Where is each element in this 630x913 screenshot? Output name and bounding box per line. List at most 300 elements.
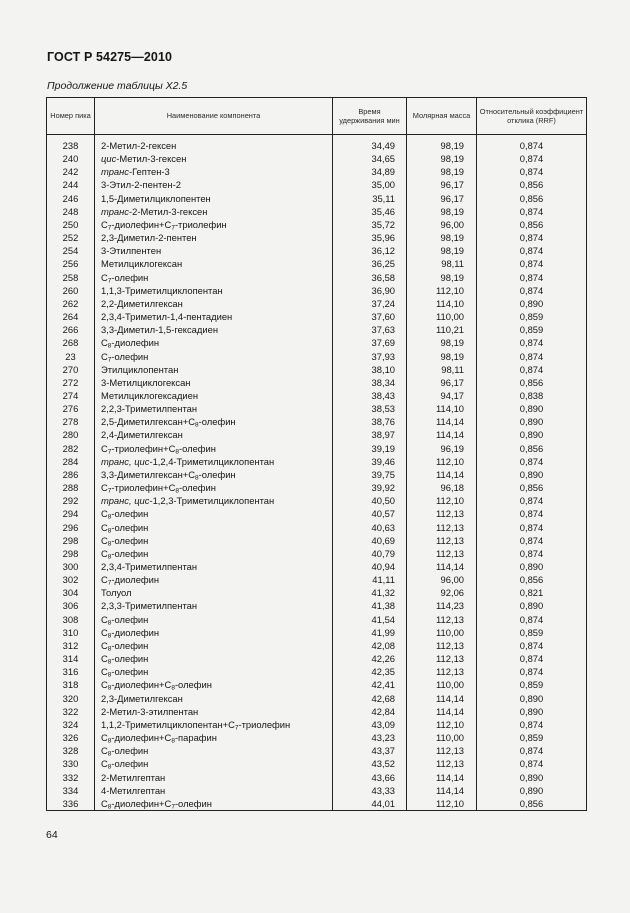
retention-time-cell: 42,68	[333, 692, 407, 705]
molar-mass-cell: 98,11	[407, 363, 477, 376]
peak-number-cell: 332	[47, 771, 95, 784]
component-name-cell: 2,2,3-Триметилпентан	[95, 402, 333, 415]
table-row	[47, 139, 587, 152]
peak-number-cell: 310	[47, 626, 95, 639]
component-name-cell: транс, цис-1,2,3-Триметилциклопентан	[95, 494, 333, 507]
table-row	[47, 350, 587, 363]
table-row	[47, 705, 587, 718]
table-body	[47, 135, 587, 811]
table-row	[47, 771, 587, 784]
peak-number-cell: 294	[47, 507, 95, 520]
retention-time-cell: 40,79	[333, 547, 407, 560]
rrf-cell: 0,874	[477, 205, 587, 218]
peak-number-cell: 296	[47, 521, 95, 534]
molar-mass-cell: 96,17	[407, 178, 477, 191]
molar-mass-cell: 114,14	[407, 415, 477, 428]
molar-mass-cell: 112,13	[407, 744, 477, 757]
peak-number-cell: 248	[47, 205, 95, 218]
page-number: 64	[46, 829, 58, 841]
retention-time-cell: 39,92	[333, 481, 407, 494]
component-name-cell: $C_7$-олефин	[95, 271, 333, 284]
molar-mass-cell: 92,06	[407, 586, 477, 599]
retention-time-cell: 40,63	[333, 521, 407, 534]
component-name-cell: 2,3,4-Триметилпентан	[95, 560, 333, 573]
peak-number-cell: 314	[47, 652, 95, 665]
table-row	[47, 323, 587, 336]
molar-mass-cell: 110,00	[407, 731, 477, 744]
retention-time-cell: 35,11	[333, 192, 407, 205]
peak-number-cell: 298	[47, 547, 95, 560]
table-row	[47, 205, 587, 218]
peak-number-cell: 266	[47, 323, 95, 336]
molar-mass-cell: 110,00	[407, 310, 477, 323]
retention-time-cell: 39,19	[333, 442, 407, 455]
retention-time-cell: 42,26	[333, 652, 407, 665]
document-header: ГОСТ Р 54275—2010	[47, 50, 173, 64]
molar-mass-cell: 112,13	[407, 521, 477, 534]
component-name-cell: 2,3,3-Триметилпентан	[95, 599, 333, 612]
molar-mass-cell: 112,13	[407, 665, 477, 678]
col-header-component-name: Наименование компонента	[95, 98, 333, 135]
retention-time-cell: 43,09	[333, 718, 407, 731]
table-row	[47, 626, 587, 639]
rrf-cell: 0,890	[477, 784, 587, 797]
rrf-cell: 0,856	[477, 178, 587, 191]
peak-number-cell: 244	[47, 178, 95, 191]
retention-time-cell: 38,76	[333, 415, 407, 428]
molar-mass-cell: 114,14	[407, 705, 477, 718]
component-name-cell: 2-Метилгептан	[95, 771, 333, 784]
retention-time-cell: 36,90	[333, 284, 407, 297]
rrf-cell: 0,874	[477, 284, 587, 297]
component-name-cell: $C_8$-олефин	[95, 744, 333, 757]
molar-mass-cell: 96,00	[407, 573, 477, 586]
rrf-cell: 0,874	[477, 521, 587, 534]
table-row	[47, 692, 587, 705]
table-row	[47, 284, 587, 297]
table-row	[47, 507, 587, 520]
component-name-cell: $1,1,2-Триметилциклопентан+C_7$-триолефин	[95, 718, 333, 731]
table-row	[47, 389, 587, 402]
rrf-cell: 0,874	[477, 152, 587, 165]
retention-time-cell: 35,46	[333, 205, 407, 218]
rrf-cell: 0,856	[477, 797, 587, 811]
peak-number-cell: 270	[47, 363, 95, 376]
rrf-cell: 0,874	[477, 336, 587, 349]
retention-time-cell: 37,63	[333, 323, 407, 336]
molar-mass-cell: 112,10	[407, 455, 477, 468]
table-row	[47, 428, 587, 441]
molar-mass-cell: 110,00	[407, 678, 477, 691]
table-row	[47, 231, 587, 244]
retention-time-cell: 42,41	[333, 678, 407, 691]
molar-mass-cell: 114,14	[407, 468, 477, 481]
table-row	[47, 731, 587, 744]
molar-mass-cell: 96,18	[407, 481, 477, 494]
retention-time-cell: 37,93	[333, 350, 407, 363]
component-name-cell: 4-Метилгептан	[95, 784, 333, 797]
retention-time-cell: 36,12	[333, 244, 407, 257]
table-row	[47, 718, 587, 731]
peak-number-cell: 240	[47, 152, 95, 165]
peak-number-cell: 238	[47, 139, 95, 152]
components-table	[46, 97, 587, 811]
table-row	[47, 165, 587, 178]
table-row	[47, 244, 587, 257]
peak-number-cell: 334	[47, 784, 95, 797]
retention-time-cell: 42,08	[333, 639, 407, 652]
rrf-cell: 0,856	[477, 481, 587, 494]
rrf-cell: 0,859	[477, 626, 587, 639]
molar-mass-cell: 112,13	[407, 613, 477, 626]
component-name-cell: транс-2-Метил-3-гексен	[95, 205, 333, 218]
rrf-cell: 0,856	[477, 192, 587, 205]
molar-mass-cell: 96,00	[407, 218, 477, 231]
table-row	[47, 271, 587, 284]
table-row	[47, 218, 587, 231]
component-name-cell: 2,4-Диметилгексан	[95, 428, 333, 441]
molar-mass-cell: 114,14	[407, 771, 477, 784]
retention-time-cell: 37,24	[333, 297, 407, 310]
component-name-cell: $C_8$-олефин	[95, 652, 333, 665]
retention-time-cell: 44,01	[333, 797, 407, 811]
component-name-cell: 2,2-Диметилгексан	[95, 297, 333, 310]
retention-time-cell: 42,35	[333, 665, 407, 678]
component-name-cell: 3-Этил-2-пентен-2	[95, 178, 333, 191]
component-name-cell: $C_8$-олефин	[95, 534, 333, 547]
molar-mass-cell: 112,10	[407, 797, 477, 811]
retention-time-cell: 35,72	[333, 218, 407, 231]
peak-number-cell: 302	[47, 573, 95, 586]
component-name-cell: $C_8$-олефин	[95, 639, 333, 652]
rrf-cell: 0,856	[477, 376, 587, 389]
component-name-cell: $C_7-диолефин+C_7$-триолефин	[95, 218, 333, 231]
table-row	[47, 784, 587, 797]
component-name-cell: 2,3,4-Триметил-1,4-пентадиен	[95, 310, 333, 323]
peak-number-cell: 292	[47, 494, 95, 507]
rrf-cell: 0,874	[477, 744, 587, 757]
molar-mass-cell: 114,23	[407, 599, 477, 612]
molar-mass-cell: 98,19	[407, 271, 477, 284]
rrf-cell: 0,874	[477, 613, 587, 626]
rrf-cell: 0,874	[477, 257, 587, 270]
peak-number-cell: 312	[47, 639, 95, 652]
component-name-cell: Этилциклопентан	[95, 363, 333, 376]
retention-time-cell: 41,38	[333, 599, 407, 612]
molar-mass-cell: 96,17	[407, 376, 477, 389]
peak-number-cell: 284	[47, 455, 95, 468]
rrf-cell: 0,874	[477, 231, 587, 244]
rrf-cell: 0,890	[477, 468, 587, 481]
peak-number-cell: 260	[47, 284, 95, 297]
peak-number-cell: 322	[47, 705, 95, 718]
table-row	[47, 744, 587, 757]
table-row	[47, 678, 587, 691]
retention-time-cell: 38,97	[333, 428, 407, 441]
component-name-cell: 2,3-Диметилгексан	[95, 692, 333, 705]
retention-time-cell: 43,66	[333, 771, 407, 784]
component-name-cell: транс, цис-1,2,4-Триметилциклопентан	[95, 455, 333, 468]
rrf-cell: 0,859	[477, 678, 587, 691]
retention-time-cell: 43,37	[333, 744, 407, 757]
rrf-cell: 0,890	[477, 428, 587, 441]
component-name-cell: $C_8$-олефин	[95, 665, 333, 678]
peak-number-cell: 330	[47, 757, 95, 770]
rrf-cell: 0,874	[477, 271, 587, 284]
peak-number-cell: 252	[47, 231, 95, 244]
table-row	[47, 376, 587, 389]
molar-mass-cell: 112,10	[407, 718, 477, 731]
peak-number-cell: 324	[47, 718, 95, 731]
peak-number-cell: 23	[47, 350, 95, 363]
table-row	[47, 613, 587, 626]
peak-number-cell: 258	[47, 271, 95, 284]
table-header-row	[47, 98, 587, 135]
molar-mass-cell: 114,14	[407, 784, 477, 797]
rrf-cell: 0,821	[477, 586, 587, 599]
molar-mass-cell: 112,10	[407, 284, 477, 297]
retention-time-cell: 38,43	[333, 389, 407, 402]
molar-mass-cell: 98,19	[407, 350, 477, 363]
rrf-cell: 0,890	[477, 415, 587, 428]
table-row	[47, 547, 587, 560]
component-name-cell: $C_8$-олефин	[95, 521, 333, 534]
table-row	[47, 468, 587, 481]
component-name-cell: $C_8-диолефин+C_7$-олефин	[95, 797, 333, 811]
peak-number-cell: 278	[47, 415, 95, 428]
peak-number-cell: 242	[47, 165, 95, 178]
molar-mass-cell: 94,17	[407, 389, 477, 402]
component-name-cell: 1,5-Диметилциклопентен	[95, 192, 333, 205]
component-name-cell: $C_8$-олефин	[95, 757, 333, 770]
peak-number-cell: 288	[47, 481, 95, 494]
rrf-cell: 0,874	[477, 494, 587, 507]
table-row	[47, 757, 587, 770]
molar-mass-cell: 96,19	[407, 442, 477, 455]
table-row	[47, 257, 587, 270]
component-name-cell: $2,5-Диметилгексан+C_8$-олефин	[95, 415, 333, 428]
rrf-cell: 0,874	[477, 165, 587, 178]
peak-number-cell: 280	[47, 428, 95, 441]
table-row	[47, 455, 587, 468]
table-row	[47, 192, 587, 205]
component-name-cell: $3,3-Диметилгексан+C_8$-олефин	[95, 468, 333, 481]
rrf-cell: 0,890	[477, 705, 587, 718]
retention-time-cell: 43,23	[333, 731, 407, 744]
peak-number-cell: 316	[47, 665, 95, 678]
peak-number-cell: 304	[47, 586, 95, 599]
retention-time-cell: 39,46	[333, 455, 407, 468]
table-row	[47, 652, 587, 665]
peak-number-cell: 254	[47, 244, 95, 257]
retention-time-cell: 39,75	[333, 468, 407, 481]
molar-mass-cell: 98,19	[407, 139, 477, 152]
rrf-cell: 0,856	[477, 218, 587, 231]
table-row	[47, 363, 587, 376]
retention-time-cell: 37,60	[333, 310, 407, 323]
molar-mass-cell: 98,19	[407, 336, 477, 349]
rrf-cell: 0,890	[477, 599, 587, 612]
retention-time-cell: 35,96	[333, 231, 407, 244]
component-name-cell: $C_8$-диолефин	[95, 336, 333, 349]
rrf-cell: 0,874	[477, 244, 587, 257]
col-header-rrf: Относительный коэффициент отклика (RRF)	[477, 98, 587, 135]
peak-number-cell: 286	[47, 468, 95, 481]
retention-time-cell: 37,69	[333, 336, 407, 349]
component-name-cell: Метилциклогексадиен	[95, 389, 333, 402]
retention-time-cell: 41,32	[333, 586, 407, 599]
table-row	[47, 310, 587, 323]
molar-mass-cell: 112,13	[407, 757, 477, 770]
component-name-cell: 3,3-Диметил-1,5-гексадиен	[95, 323, 333, 336]
rrf-cell: 0,874	[477, 139, 587, 152]
component-name-cell: 3-Метилциклогексан	[95, 376, 333, 389]
molar-mass-cell: 110,21	[407, 323, 477, 336]
retention-time-cell: 34,49	[333, 139, 407, 152]
table-caption: Продолжение таблицы Х2.5	[47, 80, 188, 92]
rrf-cell: 0,874	[477, 363, 587, 376]
retention-time-cell: 38,34	[333, 376, 407, 389]
component-name-cell: Метилциклогексан	[95, 257, 333, 270]
rrf-cell: 0,838	[477, 389, 587, 402]
component-name-cell: 3-Этилпентен	[95, 244, 333, 257]
rrf-cell: 0,890	[477, 771, 587, 784]
table-row	[47, 599, 587, 612]
col-header-peak-number: Номер пика	[47, 98, 95, 135]
table-row	[47, 402, 587, 415]
rrf-cell: 0,874	[477, 534, 587, 547]
col-header-molar-mass: Молярная масса	[407, 98, 477, 135]
molar-mass-cell: 112,13	[407, 639, 477, 652]
rrf-cell: 0,859	[477, 323, 587, 336]
peak-number-cell: 328	[47, 744, 95, 757]
rrf-cell: 0,856	[477, 442, 587, 455]
molar-mass-cell: 98,19	[407, 152, 477, 165]
component-name-cell: 1,1,3-Триметилциклопентан	[95, 284, 333, 297]
component-name-cell: 2,3-Диметил-2-пентен	[95, 231, 333, 244]
table-row	[47, 415, 587, 428]
retention-time-cell: 36,25	[333, 257, 407, 270]
molar-mass-cell: 112,13	[407, 507, 477, 520]
retention-time-cell: 40,57	[333, 507, 407, 520]
component-name-cell: цис-Метил-3-гексен	[95, 152, 333, 165]
component-name-cell: $C_7$-диолефин	[95, 573, 333, 586]
molar-mass-cell: 98,19	[407, 205, 477, 218]
table-row	[47, 481, 587, 494]
rrf-cell: 0,874	[477, 455, 587, 468]
table-row	[47, 573, 587, 586]
molar-mass-cell: 112,13	[407, 652, 477, 665]
molar-mass-cell: 114,10	[407, 297, 477, 310]
component-name-cell: 2-Метил-3-этилпентан	[95, 705, 333, 718]
retention-time-cell: 41,11	[333, 573, 407, 586]
rrf-cell: 0,874	[477, 639, 587, 652]
table-row	[47, 152, 587, 165]
rrf-cell: 0,874	[477, 757, 587, 770]
rrf-cell: 0,874	[477, 718, 587, 731]
peak-number-cell: 246	[47, 192, 95, 205]
col-header-retention-time: Время удерживания мин	[333, 98, 407, 135]
table-row	[47, 494, 587, 507]
retention-time-cell: 43,52	[333, 757, 407, 770]
peak-number-cell: 306	[47, 599, 95, 612]
retention-time-cell: 42,84	[333, 705, 407, 718]
peak-number-cell: 298	[47, 534, 95, 547]
component-name-cell: транс-Гептен-3	[95, 165, 333, 178]
component-name-cell: 2-Метил-2-гексен	[95, 139, 333, 152]
peak-number-cell: 320	[47, 692, 95, 705]
peak-number-cell: 268	[47, 336, 95, 349]
molar-mass-cell: 110,00	[407, 626, 477, 639]
table-row	[47, 665, 587, 678]
retention-time-cell: 41,99	[333, 626, 407, 639]
rrf-cell: 0,874	[477, 350, 587, 363]
retention-time-cell: 34,65	[333, 152, 407, 165]
retention-time-cell: 40,50	[333, 494, 407, 507]
molar-mass-cell: 114,10	[407, 402, 477, 415]
retention-time-cell: 34,89	[333, 165, 407, 178]
molar-mass-cell: 98,19	[407, 244, 477, 257]
table-row	[47, 178, 587, 191]
component-name-cell: $C_8$-олефин	[95, 547, 333, 560]
retention-time-cell: 41,54	[333, 613, 407, 626]
component-name-cell: $C_8-диолефин+C_8$-парафин	[95, 731, 333, 744]
component-name-cell: $C_8-диолефин+C_8$-олефин	[95, 678, 333, 691]
molar-mass-cell: 114,14	[407, 428, 477, 441]
retention-time-cell: 43,33	[333, 784, 407, 797]
table-row	[47, 534, 587, 547]
peak-number-cell: 326	[47, 731, 95, 744]
rrf-cell: 0,890	[477, 560, 587, 573]
molar-mass-cell: 114,14	[407, 560, 477, 573]
molar-mass-cell: 112,13	[407, 534, 477, 547]
peak-number-cell: 264	[47, 310, 95, 323]
component-name-cell: $C_7-триолефин+C_8$-олефин	[95, 481, 333, 494]
table-row	[47, 560, 587, 573]
rrf-cell: 0,874	[477, 665, 587, 678]
table-row	[47, 336, 587, 349]
table-row	[47, 639, 587, 652]
molar-mass-cell: 112,13	[407, 547, 477, 560]
peak-number-cell: 336	[47, 797, 95, 811]
table-row	[47, 797, 587, 811]
peak-number-cell: 256	[47, 257, 95, 270]
molar-mass-cell: 98,19	[407, 231, 477, 244]
component-name-cell: $C_7-триолефин+C_8$-олефин	[95, 442, 333, 455]
retention-time-cell: 38,53	[333, 402, 407, 415]
retention-time-cell: 40,69	[333, 534, 407, 547]
table-row	[47, 297, 587, 310]
rrf-cell: 0,890	[477, 402, 587, 415]
molar-mass-cell: 96,17	[407, 192, 477, 205]
peak-number-cell: 308	[47, 613, 95, 626]
rrf-cell: 0,874	[477, 652, 587, 665]
table-row	[47, 586, 587, 599]
peak-number-cell: 318	[47, 678, 95, 691]
retention-time-cell: 36,58	[333, 271, 407, 284]
molar-mass-cell: 112,10	[407, 494, 477, 507]
rrf-cell: 0,890	[477, 297, 587, 310]
table-row	[47, 521, 587, 534]
peak-number-cell: 272	[47, 376, 95, 389]
molar-mass-cell: 98,19	[407, 165, 477, 178]
component-name-cell: $C_8$-олефин	[95, 507, 333, 520]
retention-time-cell: 38,10	[333, 363, 407, 376]
rrf-cell: 0,859	[477, 731, 587, 744]
molar-mass-cell: 114,14	[407, 692, 477, 705]
retention-time-cell: 35,00	[333, 178, 407, 191]
peak-number-cell: 282	[47, 442, 95, 455]
